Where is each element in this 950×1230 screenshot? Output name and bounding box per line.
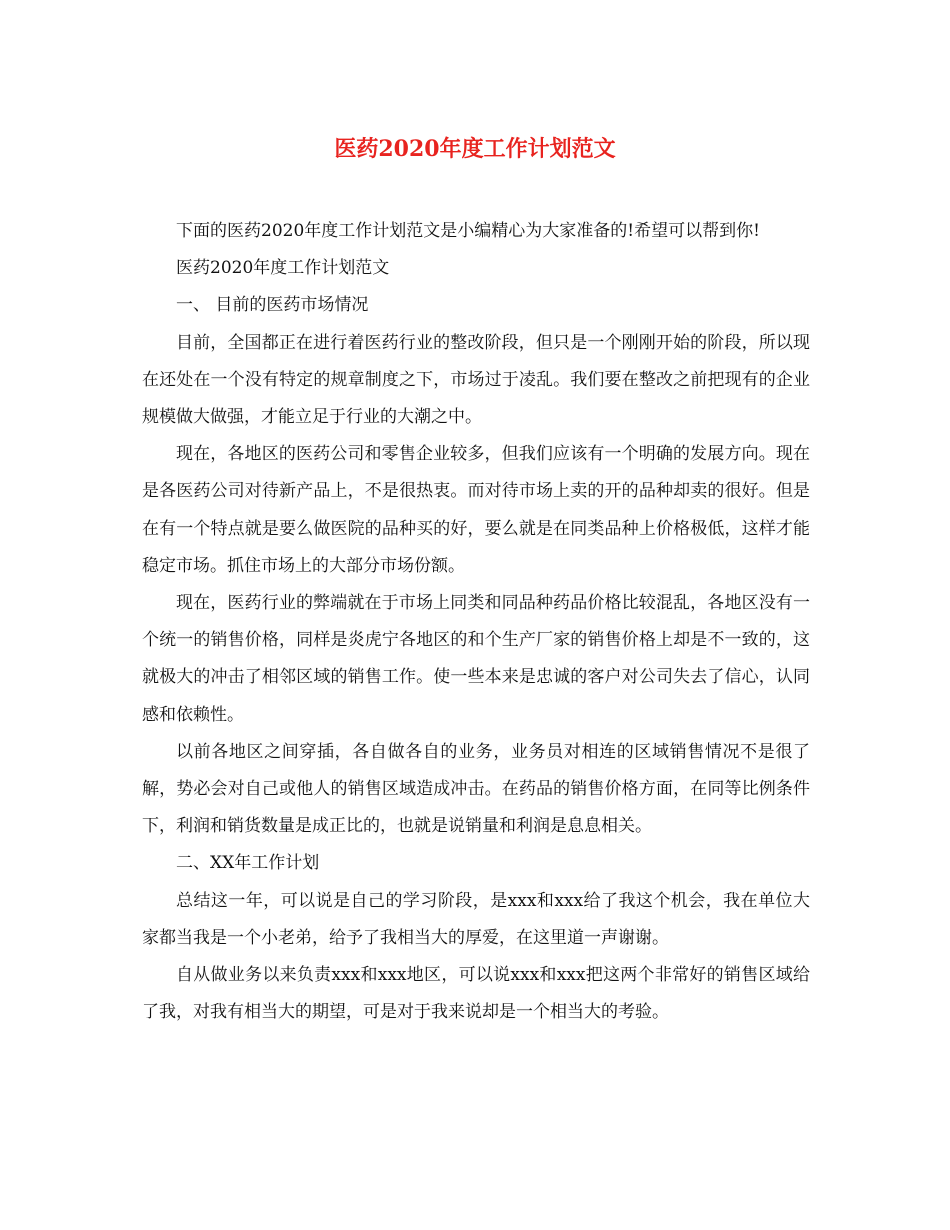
section-heading-market: 一、 目前的医药市场情况	[176, 295, 369, 316]
paragraph-subtitle: 医药2020年度工作计划范文	[176, 258, 390, 279]
paragraph-market-4: 以前各地区之间穿插，各自做各自的业务，业务员对相连的区域销售情况不是很了解，势必会对自己或他人的销售区域造成冲击。在药品的销售价格方面，在同等比例条件下，利润和销货数量是成正比的，也就是说销量和利润是息息相关。	[142, 741, 810, 837]
paragraph-plan-1: 总结这一年，可以说是自己的学习阶段，是xxx和xxx给了我这个机会，我在单位大家都当我是一个小老弟，给予了我相当大的厚爱，在这里道一声谢谢。	[142, 890, 810, 948]
paragraph-plan-2: 自从做业务以来负责xxx和xxx地区，可以说xxx和xxx把这两个非常好的销售区域给了我，对我有相当大的期望，可是对于我来说却是一个相当大的考验。	[142, 965, 810, 1023]
section-heading-plan: 二、XX年工作计划	[176, 853, 320, 874]
paragraph-market-3: 现在，医药行业的弊端就在于市场上同类和同品种药品价格比较混乱，各地区没有一个统一的销售价格，同样是炎虎宁各地区的和个生产厂家的销售价格上却是不一致的，这就极大的冲击了相邻区域的销售工作。使一些本来是忠诚的客户对公司失去了信心，认同感和依赖性。	[142, 593, 810, 725]
paragraph-market-2: 现在，各地区的医药公司和零售企业较多，但我们应该有一个明确的发展方向。现在是各医药公司对待新产品上，不是很热衷。而对待市场上卖的开的品种却卖的很好。但是在有一个特点就是要么做医院的品种买的好，要么就是在同类品种上价格极低，这样才能稳定市场。抓住市场上的大部分市场份额。	[142, 444, 810, 576]
document-title: 医药2020年度工作计划范文	[334, 136, 616, 162]
paragraph-intro: 下面的医药2020年度工作计划范文是小编精心为大家准备的!希望可以帮到你!	[176, 221, 760, 241]
paragraph-market-1: 目前，全国都正在进行着医药行业的整改阶段，但只是一个刚刚开始的阶段，所以现在还处在一个没有特定的规章制度之下，市场过于凌乱。我们要在整改之前把现有的企业规模做大做强，才能立足于行业的大潮之中。	[142, 332, 810, 428]
document-body	[142, 213, 810, 1031]
